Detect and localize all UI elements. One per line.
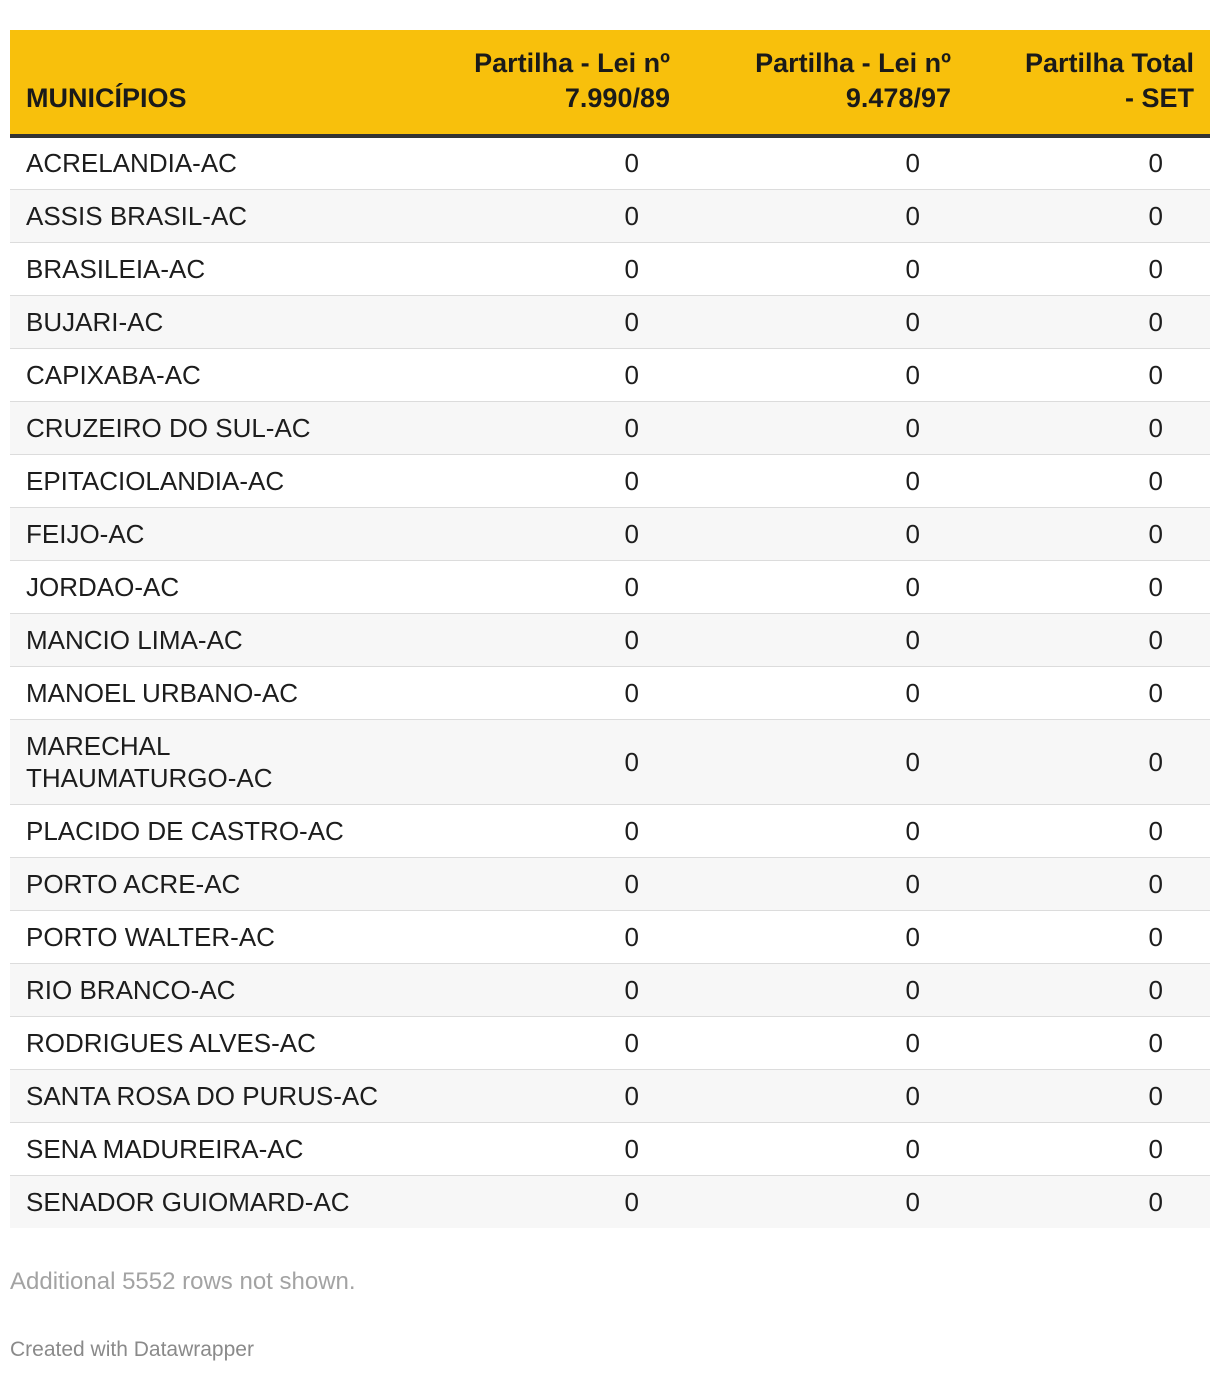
table-row: [10, 348, 1210, 401]
cell-partilha-total: 0: [1148, 746, 1163, 777]
table-row: [10, 401, 1210, 454]
cell-municipio: FEIJO-AC: [26, 518, 145, 549]
cell-lei-7990: 0: [624, 359, 639, 390]
cell-lei-9478: 0: [905, 148, 920, 179]
cell-municipio: MANOEL URBANO-AC: [26, 677, 299, 708]
cell-lei-9478: 0: [905, 921, 920, 952]
header-row: [10, 30, 1210, 136]
header-municipios-label: MUNICÍPIOS: [26, 83, 187, 113]
table-row: [10, 666, 1210, 719]
cell-lei-7990: 0: [624, 518, 639, 549]
cell-lei-9478: 0: [905, 677, 920, 708]
cell-lei-9478: 0: [905, 571, 920, 602]
table-row: [10, 560, 1210, 613]
header-lei-9478-line1: Partilha - Lei nº: [755, 48, 951, 78]
data-table: [10, 30, 1210, 1228]
table-row: [10, 454, 1210, 507]
cell-municipio: BRASILEIA-AC: [26, 253, 206, 284]
cell-municipio: PLACIDO DE CASTRO-AC: [26, 815, 344, 846]
cell-lei-7990: 0: [624, 815, 639, 846]
cell-partilha-total: 0: [1148, 518, 1163, 549]
cell-partilha-total: 0: [1148, 148, 1163, 179]
cell-partilha-total: 0: [1148, 1080, 1163, 1111]
cell-lei-9478: 0: [905, 518, 920, 549]
header-lei-7990-line2: 7.990/89: [564, 83, 670, 113]
cell-lei-7990: 0: [624, 1133, 639, 1164]
table-row: [10, 857, 1210, 910]
cell-partilha-total: 0: [1148, 974, 1163, 1005]
rows-not-shown-note: Additional 5552 rows not shown.: [10, 1268, 356, 1295]
header-lei-9478-line2: 9.478/97: [845, 83, 951, 113]
cell-lei-9478: 0: [905, 868, 920, 899]
cell-municipio: MARECHAL THAUMATURGO-AC: [26, 730, 273, 793]
datawrapper-credit[interactable]: Created with Datawrapper: [10, 1338, 254, 1361]
table-row: [10, 189, 1210, 242]
cell-municipio: PORTO ACRE-AC: [26, 868, 241, 899]
table-row: [10, 1016, 1210, 1069]
cell-partilha-total: 0: [1148, 571, 1163, 602]
cell-partilha-total: 0: [1148, 815, 1163, 846]
cell-lei-7990: 0: [624, 624, 639, 655]
cell-lei-7990: 0: [624, 1080, 639, 1111]
table-row: [10, 242, 1210, 295]
cell-lei-7990: 0: [624, 921, 639, 952]
cell-municipio: CRUZEIRO DO SUL-AC: [26, 412, 311, 443]
header-lei-7990[interactable]: [425, 30, 686, 136]
header-lei-7990-line1: Partilha - Lei nº: [474, 48, 670, 78]
table-row: [10, 507, 1210, 560]
cell-lei-9478: 0: [905, 1133, 920, 1164]
header-partilha-total[interactable]: [967, 30, 1210, 136]
header-lei-9478[interactable]: [686, 30, 967, 136]
cell-partilha-total: 0: [1148, 1186, 1163, 1217]
cell-partilha-total: 0: [1148, 359, 1163, 390]
cell-lei-7990: 0: [624, 746, 639, 777]
cell-lei-9478: 0: [905, 974, 920, 1005]
cell-municipio: MANCIO LIMA-AC: [26, 624, 243, 655]
cell-lei-9478: 0: [905, 465, 920, 496]
header-partilha-total-line2: - SET: [1124, 83, 1194, 113]
cell-municipio: ASSIS BRASIL-AC: [26, 200, 248, 231]
cell-lei-9478: 0: [905, 746, 920, 777]
cell-lei-9478: 0: [905, 1027, 920, 1058]
table-row: [10, 804, 1210, 857]
cell-municipio: ACRELANDIA-AC: [26, 148, 237, 179]
cell-lei-7990: 0: [624, 200, 639, 231]
cell-partilha-total: 0: [1148, 306, 1163, 337]
cell-lei-7990: 0: [624, 306, 639, 337]
cell-lei-7990: 0: [624, 1186, 639, 1217]
cell-partilha-total: 0: [1148, 412, 1163, 443]
data-table-container: [10, 30, 1210, 1228]
cell-lei-7990: 0: [624, 571, 639, 602]
cell-lei-9478: 0: [905, 200, 920, 231]
cell-municipio: JORDAO-AC: [26, 571, 180, 602]
header-municipios[interactable]: [10, 30, 425, 136]
table-row: [10, 1175, 1210, 1228]
cell-partilha-total: 0: [1148, 253, 1163, 284]
table-header: [10, 30, 1210, 136]
cell-municipio: CAPIXABA-AC: [26, 359, 201, 390]
cell-lei-9478: 0: [905, 1080, 920, 1111]
cell-lei-7990: 0: [624, 148, 639, 179]
cell-lei-7990: 0: [624, 465, 639, 496]
cell-partilha-total: 0: [1148, 677, 1163, 708]
table-row: [10, 136, 1210, 189]
cell-lei-9478: 0: [905, 815, 920, 846]
cell-lei-9478: 0: [905, 359, 920, 390]
cell-lei-9478: 0: [905, 624, 920, 655]
table-row: [10, 1122, 1210, 1175]
cell-partilha-total: 0: [1148, 1133, 1163, 1164]
table-row: [10, 963, 1210, 1016]
cell-municipio: RIO BRANCO-AC: [26, 974, 236, 1005]
cell-partilha-total: 0: [1148, 200, 1163, 231]
cell-lei-7990: 0: [624, 974, 639, 1005]
cell-lei-7990: 0: [624, 677, 639, 708]
cell-lei-7990: 0: [624, 253, 639, 284]
table-row: [10, 295, 1210, 348]
cell-partilha-total: 0: [1148, 921, 1163, 952]
cell-municipio: BUJARI-AC: [26, 306, 164, 337]
cell-partilha-total: 0: [1148, 624, 1163, 655]
cell-municipio: SENA MADUREIRA-AC: [26, 1133, 304, 1164]
cell-lei-9478: 0: [905, 306, 920, 337]
cell-lei-9478: 0: [905, 1186, 920, 1217]
header-partilha-total-line1: Partilha Total: [1024, 48, 1194, 78]
table-row: [10, 719, 1210, 804]
cell-municipio: EPITACIOLANDIA-AC: [26, 465, 285, 496]
cell-lei-7990: 0: [624, 868, 639, 899]
cell-lei-7990: 0: [624, 412, 639, 443]
cell-lei-9478: 0: [905, 412, 920, 443]
cell-municipio: PORTO WALTER-AC: [26, 921, 275, 952]
cell-lei-9478: 0: [905, 253, 920, 284]
cell-municipio: RODRIGUES ALVES-AC: [26, 1027, 316, 1058]
table-row: [10, 1069, 1210, 1122]
cell-partilha-total: 0: [1148, 465, 1163, 496]
cell-partilha-total: 0: [1148, 1027, 1163, 1058]
cell-municipio: SANTA ROSA DO PURUS-AC: [26, 1080, 379, 1111]
table-row: [10, 613, 1210, 666]
cell-lei-7990: 0: [624, 1027, 639, 1058]
table-body: [10, 136, 1210, 1228]
table-row: [10, 910, 1210, 963]
cell-municipio: SENADOR GUIOMARD-AC: [26, 1186, 350, 1217]
cell-partilha-total: 0: [1148, 868, 1163, 899]
